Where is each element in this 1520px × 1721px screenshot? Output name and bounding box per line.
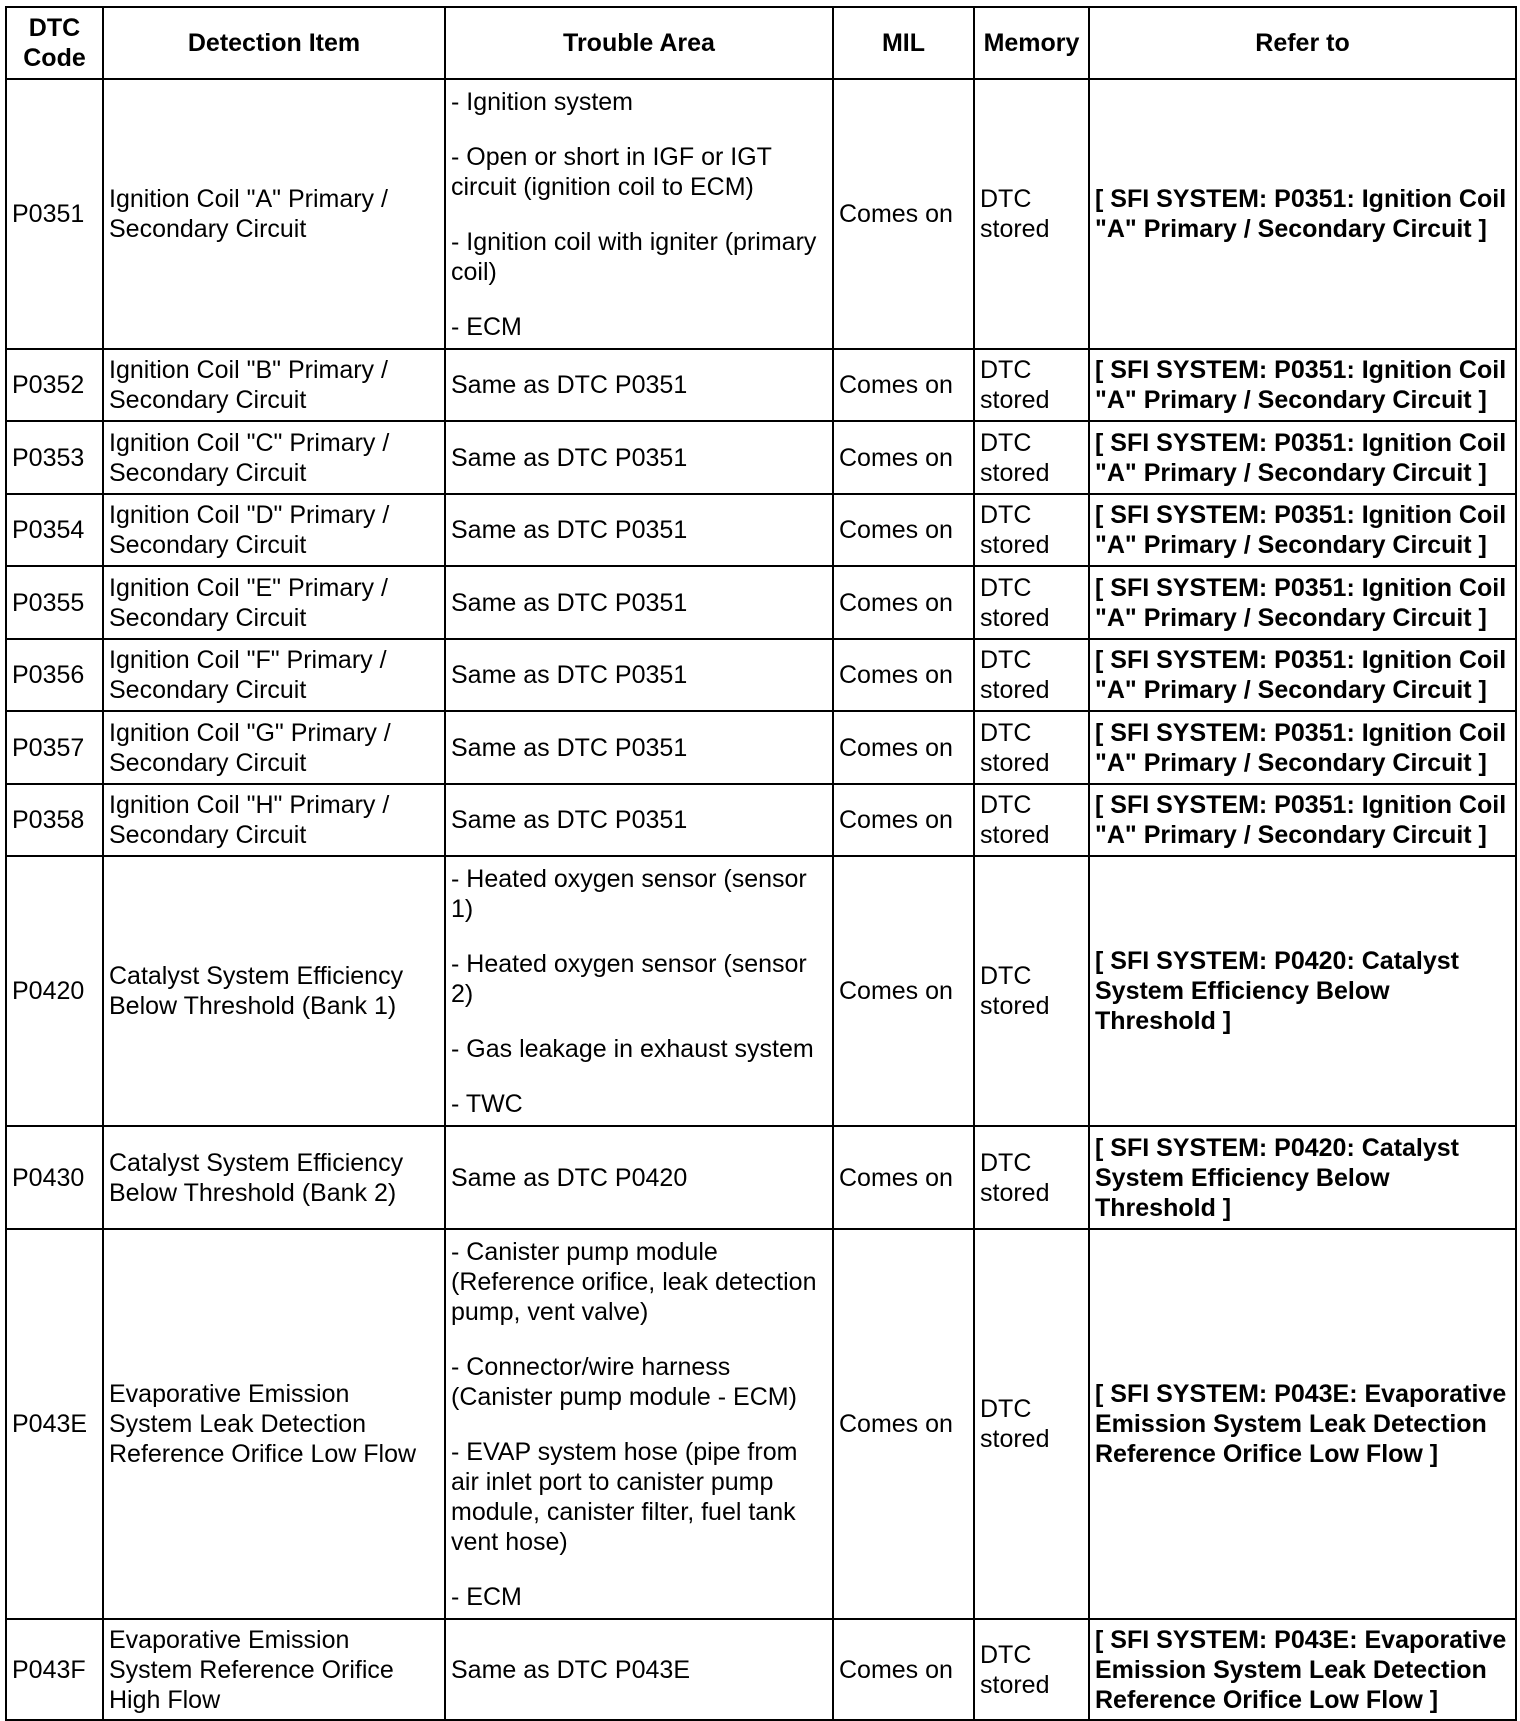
dtc-table: [5, 6, 1517, 1721]
memory-cell: DTC stored: [974, 639, 1089, 711]
trouble-area-line: - ECM: [451, 312, 522, 341]
refer-to-link: [ SFI SYSTEM: P043E: Evaporative Emission System Leak Detection Reference Orifice Low Flow ]: [1089, 1619, 1516, 1720]
trouble-area-line: - Ignition coil with igniter (primary coil): [451, 227, 817, 286]
trouble-area-line: Same as DTC P0351: [451, 443, 688, 472]
table-row: [6, 79, 1516, 349]
memory-cell: DTC stored: [974, 494, 1089, 566]
trouble-area-line: - Gas leakage in exhaust system: [451, 1034, 814, 1063]
dtc-code-cell: P0430: [6, 1126, 103, 1229]
header-memory: Memory: [974, 7, 1089, 79]
mil-cell: Comes on: [833, 494, 974, 566]
header-detection-item: Detection Item: [103, 7, 445, 79]
dtc-code-cell: P0354: [6, 494, 103, 566]
table-row: [6, 421, 1516, 494]
detection-item-cell: Ignition Coil "E" Primary / Secondary Circuit: [103, 566, 445, 639]
mil-cell: Comes on: [833, 1619, 974, 1720]
table-row: [6, 566, 1516, 639]
refer-to-link: [ SFI SYSTEM: P0351: Ignition Coil "A" Primary / Secondary Circuit ]: [1089, 639, 1516, 711]
trouble-area-cell: [445, 639, 833, 711]
table-header: [6, 7, 1516, 79]
refer-to-link: [ SFI SYSTEM: P0420: Catalyst System Efficiency Below Threshold ]: [1089, 1126, 1516, 1229]
header-row: [6, 7, 1516, 79]
trouble-area-cell: [445, 566, 833, 639]
mil-cell: Comes on: [833, 421, 974, 494]
trouble-area-cell: [445, 1229, 833, 1619]
trouble-area-line: - ECM: [451, 1582, 522, 1611]
trouble-area-line: Same as DTC P0420: [451, 1163, 688, 1192]
refer-to-link: [ SFI SYSTEM: P0351: Ignition Coil "A" Primary / Secondary Circuit ]: [1089, 494, 1516, 566]
trouble-area-cell: [445, 784, 833, 856]
header-dtc-code: DTC Code: [6, 7, 103, 79]
trouble-area-cell: [445, 1619, 833, 1720]
refer-to-link: [ SFI SYSTEM: P0351: Ignition Coil "A" Primary / Secondary Circuit ]: [1089, 566, 1516, 639]
memory-cell: DTC stored: [974, 711, 1089, 784]
refer-to-link: [ SFI SYSTEM: P0420: Catalyst System Efficiency Below Threshold ]: [1089, 856, 1516, 1126]
trouble-area-line: - Heated oxygen sensor (sensor 2): [451, 949, 807, 1008]
trouble-area-line: Same as DTC P0351: [451, 516, 688, 544]
dtc-code-cell: P043F: [6, 1619, 103, 1720]
header-mil: MIL: [833, 7, 974, 79]
dtc-code-cell: P0420: [6, 856, 103, 1126]
table-row: [6, 784, 1516, 856]
trouble-area-cell: [445, 494, 833, 566]
detection-item-cell: Ignition Coil "G" Primary / Secondary Circuit: [103, 711, 445, 784]
dtc-code-cell: P0356: [6, 639, 103, 711]
trouble-area-line: Same as DTC P0351: [451, 371, 688, 399]
trouble-area-line: Same as DTC P0351: [451, 588, 688, 617]
trouble-area-cell: [445, 349, 833, 421]
table-body: [6, 79, 1516, 1720]
trouble-area-line: Same as DTC P043E: [451, 1655, 690, 1684]
trouble-area-line: - Open or short in IGF or IGT circuit (ignition coil to ECM): [451, 142, 772, 201]
detection-item-cell: Ignition Coil "B" Primary / Secondary Circuit: [103, 349, 445, 421]
trouble-area-line: Same as DTC P0351: [451, 661, 688, 689]
detection-item-cell: Ignition Coil "A" Primary / Secondary Circuit: [103, 79, 445, 349]
trouble-area-cell: [445, 1126, 833, 1229]
dtc-code-cell: P0355: [6, 566, 103, 639]
header-trouble-area: Trouble Area: [445, 7, 833, 79]
table-row: [6, 711, 1516, 784]
dtc-code-cell: P0352: [6, 349, 103, 421]
trouble-area-cell: [445, 711, 833, 784]
dtc-code-cell: P0357: [6, 711, 103, 784]
detection-item-cell: Catalyst System Efficiency Below Threshold (Bank 2): [103, 1126, 445, 1229]
table-row: [6, 494, 1516, 566]
mil-cell: Comes on: [833, 784, 974, 856]
table-row: [6, 1126, 1516, 1229]
trouble-area-line: - Connector/wire harness (Canister pump module - ECM): [451, 1352, 797, 1411]
detection-item-cell: Ignition Coil "D" Primary / Secondary Circuit: [103, 494, 445, 566]
trouble-area-line: - TWC: [451, 1089, 523, 1118]
mil-cell: Comes on: [833, 1126, 974, 1229]
memory-cell: DTC stored: [974, 421, 1089, 494]
mil-cell: Comes on: [833, 349, 974, 421]
dtc-code-cell: P0358: [6, 784, 103, 856]
detection-item-cell: Evaporative Emission System Leak Detection Reference Orifice Low Flow: [103, 1229, 445, 1619]
mil-cell: Comes on: [833, 1229, 974, 1619]
mil-cell: Comes on: [833, 856, 974, 1126]
mil-cell: Comes on: [833, 566, 974, 639]
refer-to-link: [ SFI SYSTEM: P043E: Evaporative Emission System Leak Detection Reference Orifice Low Flow ]: [1089, 1229, 1516, 1619]
trouble-area-line: - EVAP system hose (pipe from air inlet port to canister pump module, canister filter, fuel tank vent hose): [451, 1437, 798, 1556]
refer-to-link: [ SFI SYSTEM: P0351: Ignition Coil "A" Primary / Secondary Circuit ]: [1089, 79, 1516, 349]
dtc-code-cell: P043E: [6, 1229, 103, 1619]
trouble-area-line: - Ignition system: [451, 87, 634, 116]
dtc-code-cell: P0351: [6, 79, 103, 349]
refer-to-link: [ SFI SYSTEM: P0351: Ignition Coil "A" Primary / Secondary Circuit ]: [1089, 349, 1516, 421]
memory-cell: DTC stored: [974, 856, 1089, 1126]
trouble-area-line: - Heated oxygen sensor (sensor 1): [451, 864, 807, 923]
memory-cell: DTC stored: [974, 1126, 1089, 1229]
trouble-area-line: - Canister pump module (Reference orifice, leak detection pump, vent valve): [451, 1237, 817, 1326]
memory-cell: DTC stored: [974, 349, 1089, 421]
detection-item-cell: Ignition Coil "C" Primary / Secondary Circuit: [103, 421, 445, 494]
memory-cell: DTC stored: [974, 784, 1089, 856]
table-row: [6, 856, 1516, 1126]
detection-item-cell: Evaporative Emission System Reference Orifice High Flow: [103, 1619, 445, 1720]
mil-cell: Comes on: [833, 639, 974, 711]
dtc-code-cell: P0353: [6, 421, 103, 494]
refer-to-link: [ SFI SYSTEM: P0351: Ignition Coil "A" Primary / Secondary Circuit ]: [1089, 421, 1516, 494]
mil-cell: Comes on: [833, 711, 974, 784]
trouble-area-cell: [445, 421, 833, 494]
trouble-area-line: Same as DTC P0351: [451, 733, 688, 762]
trouble-area-cell: [445, 856, 833, 1126]
table-row: [6, 349, 1516, 421]
memory-cell: DTC stored: [974, 1229, 1089, 1619]
detection-item-cell: Ignition Coil "F" Primary / Secondary Circuit: [103, 639, 445, 711]
trouble-area-line: Same as DTC P0351: [451, 806, 688, 834]
table-row: [6, 1619, 1516, 1720]
detection-item-cell: Catalyst System Efficiency Below Threshold (Bank 1): [103, 856, 445, 1126]
memory-cell: DTC stored: [974, 79, 1089, 349]
refer-to-link: [ SFI SYSTEM: P0351: Ignition Coil "A" Primary / Secondary Circuit ]: [1089, 784, 1516, 856]
trouble-area-cell: [445, 79, 833, 349]
refer-to-link: [ SFI SYSTEM: P0351: Ignition Coil "A" Primary / Secondary Circuit ]: [1089, 711, 1516, 784]
memory-cell: DTC stored: [974, 566, 1089, 639]
mil-cell: Comes on: [833, 79, 974, 349]
memory-cell: DTC stored: [974, 1619, 1089, 1720]
table-row: [6, 1229, 1516, 1619]
detection-item-cell: Ignition Coil "H" Primary / Secondary Circuit: [103, 784, 445, 856]
header-refer-to: Refer to: [1089, 7, 1516, 79]
table-row: [6, 639, 1516, 711]
